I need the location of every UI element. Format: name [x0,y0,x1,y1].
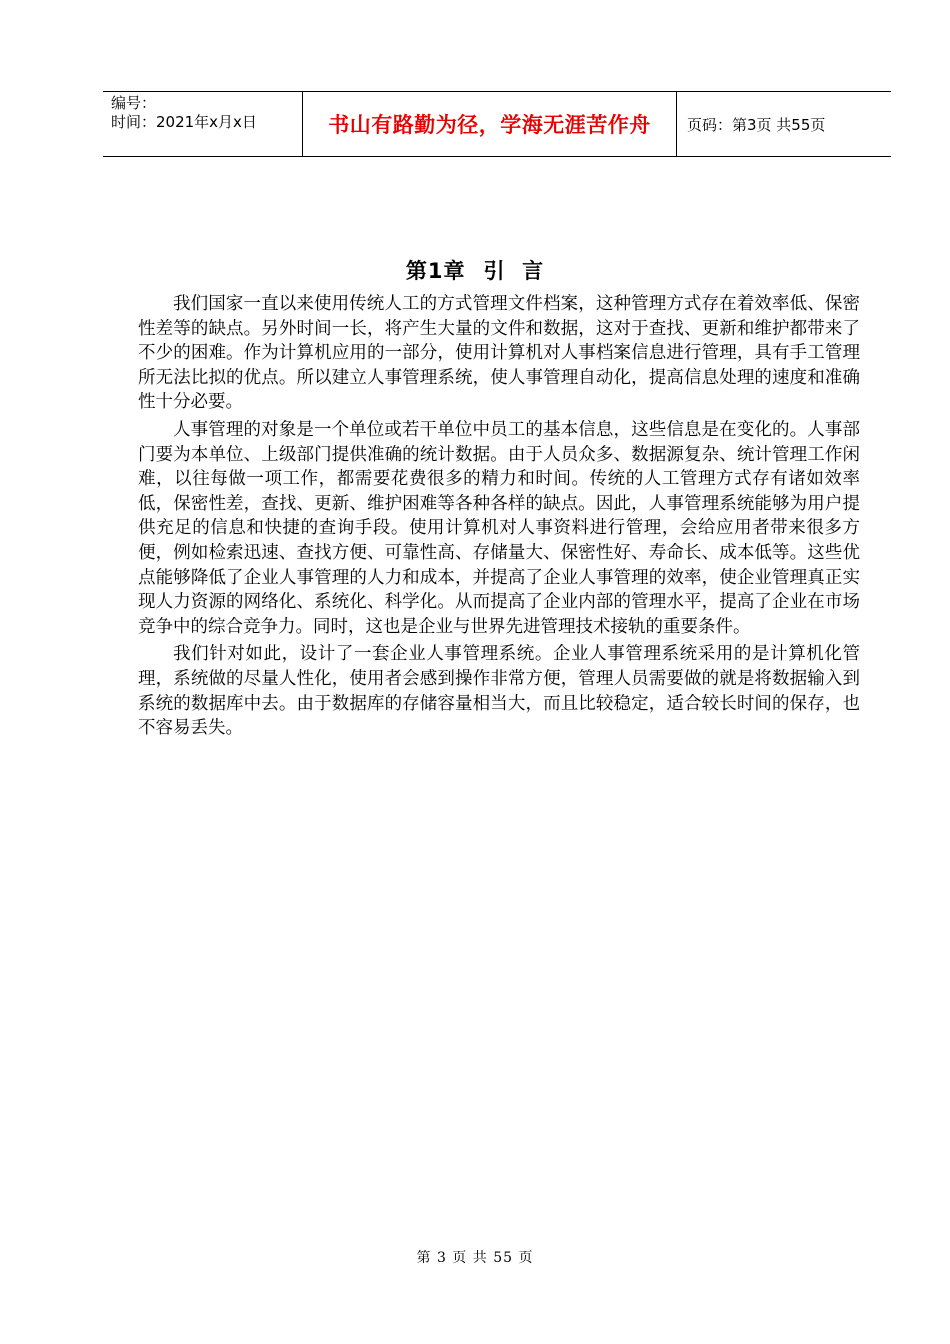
header-page-info: 页码：第3页 共55页 [687,115,826,134]
paragraph-2: 人事管理的对象是一个单位或若干单位中员工的基本信息，这些信息是在变化的。人事部门要为本单位、上级部门提供准确的统计数据。由于人员众多、数据源复杂、统计管理工作闲难，以往每做一项工作，都需要花费很多的精力和时间。传统的人工管理方式存有诸如效率低，保密性差，查找、更新、维护困难等各种各样的缺点。因此，人事管理系统能够为用户提供充足的信息和快捷的查询手段。使用计算机对人事资料进行管理，会给应用者带来很多方便，例如检索迅速、查找方便、可靠性高、存储量大、保密性好、寿命长、成本低等。这些优点能够降低了企业人事管理的人力和成本，并提高了企业人事管理的效率，使企业管理真正实现人力资源的网络化、系统化、科学化。从而提高了企业内部的管理水平，提高了企业在市场竞争中的综合竞争力。同时，这也是企业与世界先进管理技术接轨的重要条件。 [138,419,860,637]
page-footer: 第 3 页 共 55 页 [416,1250,534,1266]
chapter-heading [0,255,950,285]
header-motto: 书山有路勤为径，学海无涯苦作舟 [328,113,651,137]
chapter-title: 引 言 [483,259,545,283]
paragraph-1: 我们国家一直以来使用传统人工的方式管理文件档案，这种管理方式存在着效率低、保密性差等的缺点。另外时间一长，将产生大量的文件和数据，这对于查找、更新和维护都带来了不少的困难。作为计算机应用的一部分，使用计算机对人事档案信息进行管理，具有手工管理所无法比拟的优点。所以建立人事管理系统，使人事管理自动化，提高信息处理的速度和准确性十分必要。 [138,294,860,413]
chapter-number: 第1章 [405,259,466,283]
header-meta [111,94,301,132]
serial-number-label: 编号： [111,94,157,112]
document-header [103,91,891,157]
chapter-body [138,292,860,744]
header-divider-right [676,92,677,156]
paragraph-3: 我们针对如此，设计了一套企业人事管理系统。企业人事管理系统采用的是计算机化管理，系统做的尽量人性化，使用者会感到操作非常方便，管理人员需要做的就是将数据输入到系统的数据库中去。由于数据库的存储容量相当大，而且比较稳定，适合较长时间的保存，也不容易丢失。 [138,644,860,739]
date-label: 时间：2021年x月x日 [111,113,257,131]
